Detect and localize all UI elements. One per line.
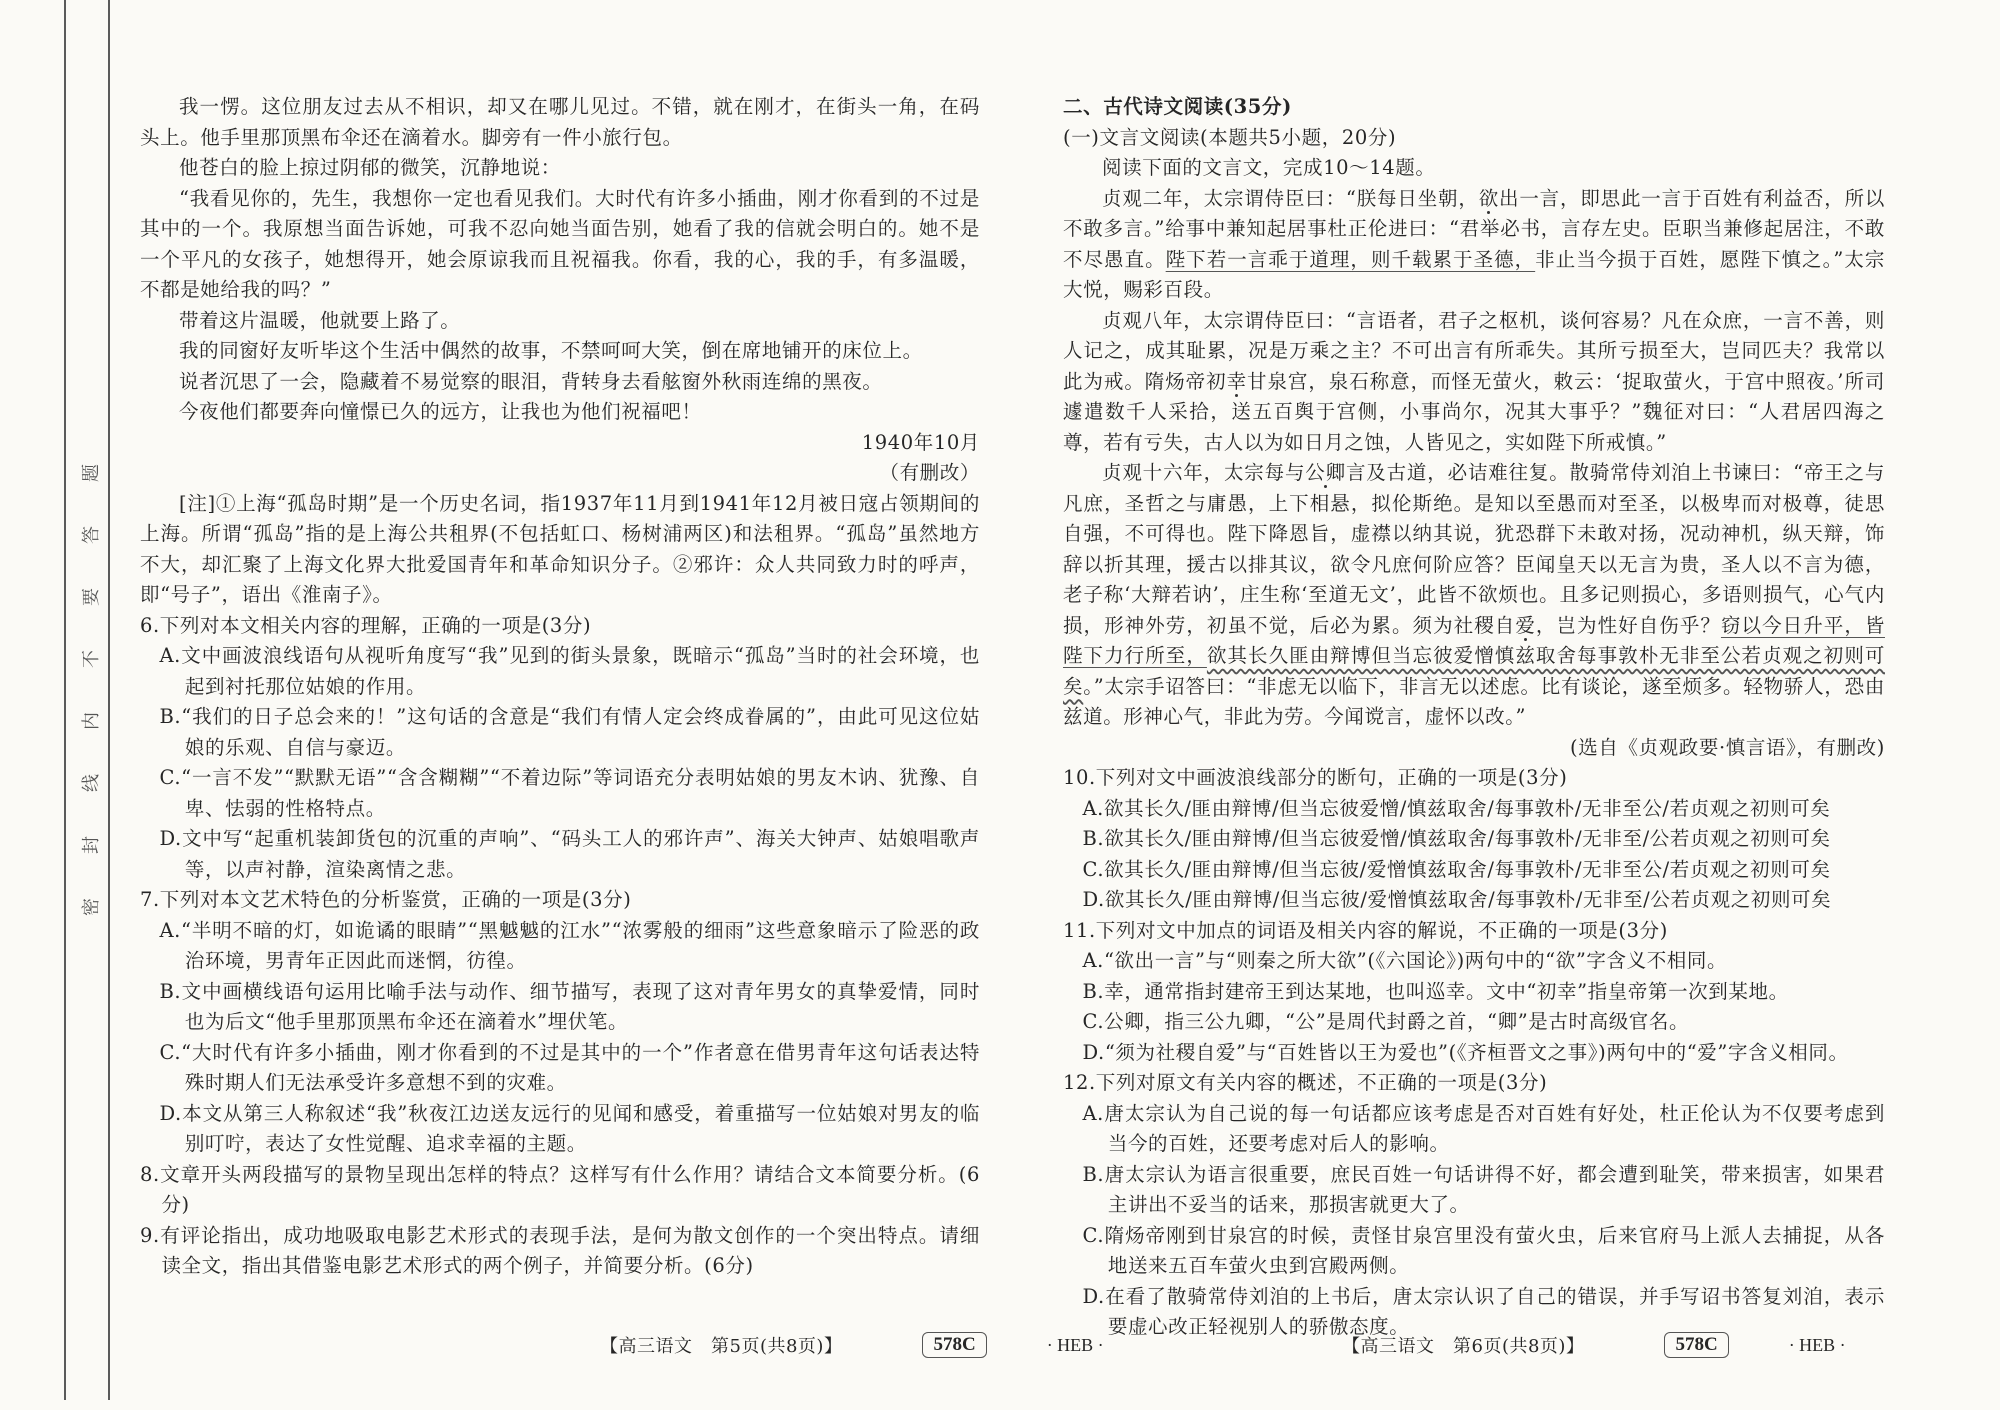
binding-margin: [0, 0, 110, 1410]
annotation-note: [注]①上海“孤岛时期”是一个历史名词，指1937年11月到1941年12月被日寇占领期间的上海。所谓“孤岛”指的是上海公共租界(不包括虹口、杨树浦两区)和法租界。“孤岛”虽然地方不大，却汇聚了上海文化界大批爱国青年和革命知识分子。②邪许：众人共同致力时的呼声，即“号子”，语出《淮南子》。: [140, 491, 980, 606]
question-10: [1063, 763, 1885, 916]
question-8: [140, 1160, 980, 1221]
exam-code-badge: 578C: [922, 1332, 986, 1358]
warning-char: 不: [81, 650, 102, 668]
warning-char: 答: [81, 526, 102, 544]
option-b: B.幸，通常指封建帝王到达某地，也叫巡幸。文中“初幸”指皇帝第一次到某地。: [1082, 979, 1789, 1003]
question-11: [1063, 916, 1885, 1069]
text-run: 贞观二年，太宗谓侍臣曰：“朕每日坐朝，: [1102, 186, 1479, 210]
question-9: [140, 1221, 980, 1282]
exam-code-badge: 578C: [1664, 1332, 1728, 1358]
subsection-title: (一)文言文阅读(本题共5小题，20分): [1063, 125, 1397, 149]
page-5-footer: [600, 1330, 1104, 1360]
warning-char: 要: [81, 588, 102, 606]
dotted-word: 欲: [1478, 186, 1500, 210]
exam-page-5: [140, 92, 980, 1282]
warning-char: 密: [81, 898, 102, 916]
page-6-footer: [1342, 1330, 1846, 1360]
warning-char: 封: [81, 836, 102, 854]
text-run: 言及古道，必诘难往复。散骑常侍刘洎上书谏曰：“帝王之与凡庶，圣哲之与庸愚，上下相悬，拟伦斯绝。是知以至愚而对至圣，以极卑而对极尊，徒思自强，不可得也。陛下降恩旨，虚襟以纳其说，犹恐群下未敢对扬，况动神机，纵天辩，饰辞以折其理，援古以排其议，欲令凡庶何阶应答？臣闻皇天以无言为贵，圣人以不言为德，老子称‘大辩若讷’，庄生称‘至道无文’，此皆不欲烦也。且多记则损心，多语则损气，心气内损，形神外劳，初虽不觉，后必为累。须为社稷自: [1063, 461, 1885, 637]
passage-paragraph: 他苍白的脸上掠过阴郁的微笑，沉静地说：: [179, 156, 561, 179]
option-d: D.本文从第三人称叙述“我”秋夜江边送友远行的见闻和感受，着重描写一位姑娘对男友的临别叮咛，表达了女性觉醒、追求幸福的主题。: [159, 1101, 980, 1155]
classical-passage-paragraph-1: [1063, 184, 1885, 306]
passage-paragraph: 我一愣。这位朋友过去从不相识，却又在哪儿见过。不错，就在刚才，在街头一角，在码头上。他手里那顶黑布伞还在滴着水。脚旁有一件小旅行包。: [140, 95, 980, 149]
brand-mark: · HEB ·: [1046, 1334, 1104, 1355]
option-d: D.“须为社稷自爱”与“百姓皆以王为爱也”(《齐桓晋文之事》)两句中的“爱”字含义相同。: [1082, 1040, 1849, 1064]
question-stem: 7.下列对本文艺术特色的分析鉴赏，正确的一项是(3分): [140, 888, 632, 911]
option-b: B.“我们的日子总会来的！”这句话的含意是“我们有情人定会终成眷属的”，由此可见这位姑娘的乐观、自信与豪迈。: [159, 705, 980, 759]
option-c: C.公卿，指三公九卿，“公”是周代封爵之首，“卿”是古时高级官名。: [1082, 1010, 1690, 1033]
section-title: 二、古代诗文阅读(35分): [1063, 95, 1292, 118]
option-d: D.文中写“起重机装卸货包的沉重的声响”、“码头工人的邪许声”、海关大钟声、姑娘唱歌声等，以声衬静，渲染离情之悲。: [159, 827, 980, 881]
dotted-word: 幸: [1226, 369, 1248, 393]
text-run: ，岂为性好自伤乎？: [1535, 613, 1721, 637]
passage-date: 1940年10月: [861, 430, 980, 454]
text-run: 出一言，即思此一言于百姓有利益否，所以不敢多言。”给事中兼知起居事杜正伦进曰：“君举必书，言存左史。臣职当兼修起居注，不敢不尽愚直。: [1063, 186, 1885, 271]
question-stem: 10.下列对文中画波浪线部分的断句，正确的一项是(3分): [1063, 766, 1568, 789]
text-run: 甘泉宫，泉石称意，而怪无萤火，敕云：‘捉取萤火，于宫中照夜。’所司遽遣数千人采拾，送五百舆于宫侧，小事尚尔，况其大事乎？”魏征对曰：“人君居四海之尊，若有亏失，古人以为如日月之蚀，人皆见之，实如陛下所戒慎。”: [1063, 369, 1885, 454]
question-12: [1063, 1068, 1885, 1343]
option-a: A.“欲出一言”与“则秦之所大欲”(《六国论》)两句中的“欲”字含义不相同。: [1082, 949, 1728, 972]
option-d: D.欲其长久/匪由辩博/但当忘彼/爱憎慎兹取舍/每事敦朴/无非至/公若贞观之初则可矣: [1082, 888, 1832, 911]
page-label: 【高三语文 第5页(共8页)】: [600, 1336, 843, 1357]
question-stem: 12.下列对原文有关内容的概述，不正确的一项是(3分): [1063, 1071, 1548, 1094]
warning-char: 题: [81, 464, 102, 482]
option-c: C.隋炀帝刚到甘泉宫的时候，责怪甘泉宫里没有萤火虫，后来官府马上派人去捕捉，从各地送来五百车萤火虫到宫殿两侧。: [1082, 1223, 1885, 1277]
instruction: 阅读下面的文言文，完成10～14题。: [1102, 156, 1436, 179]
option-b: B.唐太宗认为语言很重要，庶民百姓一句话讲得不好，都会遭到耻笑，带来损害，如果君主讲出不妥当的话来，那损害就更大了。: [1082, 1162, 1885, 1216]
question-6: [140, 611, 980, 886]
passage-paragraph: 我的同窗好友听毕这个生活中偶然的故事，不禁呵呵大笑，倒在席地铺开的床位上。: [179, 339, 923, 362]
dotted-word: 公卿: [1305, 461, 1346, 484]
text-run: 贞观十六年，太宗每与: [1102, 461, 1306, 484]
wavy-underlined-sentence: 欲其长久匪由辩博但当忘彼爱憎慎兹取舍每事敦朴无非至公若贞观之初则可矣: [1063, 644, 1885, 698]
option-b: B.文中画横线语句运用比喻手法与动作、细节描写，表现了这对青年男女的真挚爱情，同时也为后文“他手里那顶黑布伞还在滴着水”埋伏笔。: [159, 979, 980, 1033]
classical-passage-paragraph-2: [1063, 306, 1885, 459]
binding-line-outer: [64, 0, 66, 1400]
classical-passage-paragraph-3: [1063, 458, 1885, 733]
text-run: 。”太宗手诏答曰：“非虑无以临下，非言无以述虑。比有谈论，遂至烦多。轻物骄人，恐由兹道。形神心气，非此为劳。今闻谠言，虚怀以改。”: [1063, 674, 1885, 728]
passage-paragraph: 说者沉思了一会，隐藏着不易觉察的眼泪，背转身去看舷窗外秋雨连绵的黑夜。: [179, 369, 883, 393]
question-7: [140, 885, 980, 1160]
question-stem: 6.下列对本文相关内容的理解，正确的一项是(3分): [140, 613, 592, 637]
option-b: B.欲其长久/匪由辩博/但当忘彼爱憎/慎兹取舍/每事敦朴/无非至/公若贞观之初则可矣: [1082, 827, 1831, 850]
question-stem: 11.下列对文中加点的词语及相关内容的解说，不正确的一项是(3分): [1063, 918, 1668, 942]
option-c: C.“大时代有许多小插曲，刚才你看到的不过是其中的一个”作者意在借男青年这句话表达特殊时期人们无法承受许多意想不到的灾难。: [159, 1040, 980, 1094]
option-a: A.欲其长久/匪由辩博/但当忘彼爱憎/慎兹取舍/每事敦朴/无非至公/若贞观之初则可矣: [1082, 796, 1831, 820]
brand-mark: · HEB ·: [1788, 1334, 1846, 1355]
passage-source: (选自《贞观政要·慎言语》，有删改): [1570, 735, 1885, 759]
dotted-word: 爱: [1515, 613, 1536, 637]
passage-paragraph: 今夜他们都要奔向憧憬已久的远方，让我也为他们祝福吧！: [179, 400, 702, 423]
passage-paragraph: 带着这片温暖，他就要上路了。: [179, 308, 461, 332]
warning-char: 内: [81, 712, 102, 730]
binding-line-inner: [108, 0, 110, 1400]
option-a: A.“半明不暗的灯，如诡谲的眼睛”“黑魆魆的江水”“浓雾般的细雨”这些意象暗示了险恶的政治环境，男青年正因此而迷惘，彷徨。: [159, 918, 980, 972]
warning-char: 线: [81, 774, 102, 792]
passage-paragraph: “我看见你的，先生，我想你一定也看见我们。大时代有许多小插曲，刚才你看到的不过是其中的一个。我原想当面告诉她，可我不忍向她当面告别，她看了我的信就会明白的。她不是一个平凡的女孩子，她想得开，她会原谅我而且祝福我。你看，我的心，我的手，有多温暖，不都是她给我的吗？”: [140, 186, 980, 301]
option-c: C.欲其长久/匪由辩博/但当忘彼/爱憎慎兹取舍/每事敦朴/无非至公/若贞观之初则可矣: [1082, 857, 1831, 881]
page-label: 【高三语文 第6页(共8页)】: [1342, 1336, 1585, 1357]
exam-page-6: [1063, 92, 1885, 1343]
option-d: D.在看了散骑常侍刘洎的上书后，唐太宗认识了自己的错误，并手写诏书答复刘洎，表示要虚心改正轻视别人的骄傲态度。: [1082, 1284, 1885, 1338]
text-run: 非止当今损于百姓，愿陛下慎之。”太宗大悦，赐彩百段。: [1063, 247, 1885, 301]
underlined-sentence: 陛下若一言乖于道理，则千载累于圣德，: [1165, 247, 1536, 271]
edit-note: （有删改）: [879, 461, 980, 484]
underlined-sentence: 窃以今日升平，皆陛下力行所至，: [1063, 613, 1885, 667]
text-run: 贞观八年，太宗谓侍臣曰：“言语者，君子之枢机，谈何容易？凡在众庶，一言不善，则人记之，成其耻累，况是万乘之主？不可出言有所乖失。其所亏损至大，岂同匹夫？我常以此为戒。隋炀帝初: [1063, 308, 1885, 393]
option-a: A.文中画波浪线语句从视听角度写“我”见到的街头景象，既暗示“孤岛”当时的社会环境，也起到衬托那位姑娘的作用。: [159, 644, 980, 698]
binding-warning-text: [76, 460, 104, 920]
question-stem: 8.文章开头两段描写的景物呈现出怎样的特点？这样写有什么作用？请结合文本简要分析。(6分): [140, 1162, 980, 1216]
option-c: C.“一言不发”“默默无语”“含含糊糊”“不着边际”等词语充分表明姑娘的男友木讷、犹豫、自卑、怯弱的性格特点。: [159, 766, 980, 820]
option-a: A.唐太宗认为自己说的每一句话都应该考虑是否对百姓有好处，杜正伦认为不仅要考虑到当今的百姓，还要考虑对后人的影响。: [1082, 1101, 1885, 1155]
question-stem: 9.有评论指出，成功地吸取电影艺术形式的表现手法，是何为散文创作的一个突出特点。请细读全文，指出其借鉴电影艺术形式的两个例子，并简要分析。(6分): [140, 1223, 980, 1277]
